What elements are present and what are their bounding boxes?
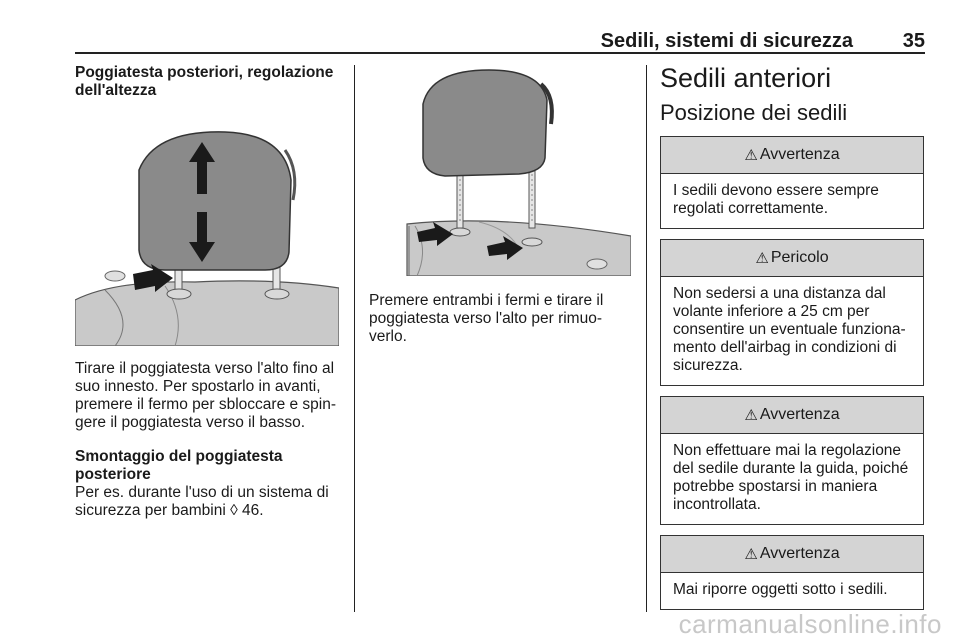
header-title: Sedili, sistemi di sicurezza xyxy=(600,30,853,52)
warning-triangle-icon: ⚠ xyxy=(744,546,758,563)
warning-box-header xyxy=(661,137,923,174)
section-subtitle: Posizione dei sedili xyxy=(660,100,848,125)
page-reference-number[interactable]: 46. xyxy=(237,502,264,519)
section-heading-2: Smontaggio del poggiatesta posteriore xyxy=(75,448,283,483)
section-heading: Poggiatesta posteriori, regolazione dell'altezza xyxy=(75,64,334,99)
paragraph-2-text: Per es. durante l'uso di un sistema di sicurezza per bambini xyxy=(75,484,329,519)
warning-box-text: Non effettuare mai la regolazione del sedile durante la guida, poiché potrebbe spostarsi in maniera incontrollata. xyxy=(673,442,909,513)
warning-box-header xyxy=(661,536,923,573)
section-title: Sedili anteriori xyxy=(660,63,832,93)
warning-box-header xyxy=(661,397,923,434)
danger-box xyxy=(660,239,924,386)
page-number: 35 xyxy=(902,30,925,52)
danger-box-text: Non sedersi a una distanza dal volante inferiore a 25 cm per consentire un eventuale funziona- mento dell'airbag in condizioni di sicurezza. xyxy=(673,285,906,374)
page-header xyxy=(75,26,925,54)
caption-2: Premere entrambi i fermi e tirare il poggiatesta verso l'alto per rimuo- verlo. xyxy=(369,292,604,345)
warning-triangle-icon: ⚠ xyxy=(744,407,758,424)
warning-box-label: Avvertenza xyxy=(759,146,840,163)
warning-box xyxy=(660,396,924,525)
column-divider-2 xyxy=(646,65,647,612)
rear-headrest-height-illustration xyxy=(75,110,339,346)
danger-box-label: Pericolo xyxy=(770,249,829,266)
page-reference-icon: ◊ xyxy=(230,502,238,519)
warning-triangle-icon: ⚠ xyxy=(755,250,769,267)
headrest-removal-illustration xyxy=(369,64,631,276)
caption-1: Tirare il poggiatesta verso l'alto fino al suo innesto. Per spostarlo in avanti, premere il fermo per sbloccare e spin- gere il poggiatesta verso il basso. xyxy=(75,360,337,431)
warning-box-text: Mai riporre oggetti sotto i sedili. xyxy=(673,581,888,598)
header-rule xyxy=(75,52,925,54)
column-2 xyxy=(369,64,631,346)
column-divider-1 xyxy=(354,65,355,612)
watermark: carmanualsonline.info xyxy=(678,609,942,639)
warning-box-text: I sedili devono essere sempre regolati correttamente. xyxy=(673,182,879,217)
warning-box-label: Avvertenza xyxy=(759,545,840,562)
danger-box-header xyxy=(661,240,923,277)
warning-box xyxy=(660,136,924,229)
paragraph-2 xyxy=(75,484,343,520)
warning-triangle-icon: ⚠ xyxy=(744,147,758,164)
column-1 xyxy=(75,64,343,520)
warning-box xyxy=(660,535,924,610)
warning-box-label: Avvertenza xyxy=(759,406,840,423)
column-3 xyxy=(660,62,924,610)
